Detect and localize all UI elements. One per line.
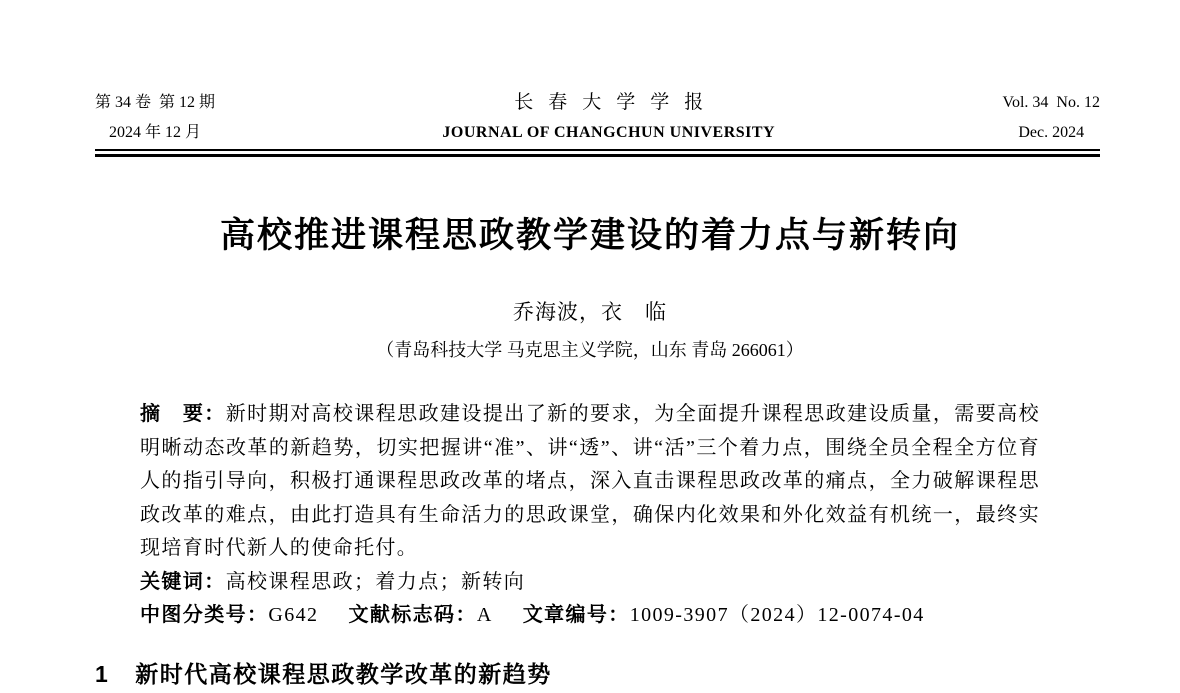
article-authors: 乔海波，衣 临: [513, 300, 667, 324]
journal-running-head: [95, 88, 1100, 148]
clc-label: 中图分类号：: [140, 604, 269, 626]
abstract-section: [140, 398, 1040, 633]
keywords-text: 高校课程思政；着力点；新转向: [225, 570, 526, 593]
article-id-value: 1009-3907（2024）12-0074-04: [629, 604, 925, 626]
publication-date-cn: 2024 年 12 月: [109, 124, 202, 141]
header-journal-title: [442, 88, 775, 148]
journal-title-cn: 长春大学学报: [514, 92, 719, 113]
article-affiliation: （青岛科技大学 马克思主义学院，山东 青岛 266061）: [376, 340, 804, 360]
keywords-line: [140, 566, 1040, 600]
article-title: 高校推进课程思政教学建设的着力点与新转向: [219, 216, 960, 255]
article-id-label: 文章编号：: [522, 604, 630, 626]
journal-title-en: JOURNAL OF CHANGCHUN UNIVERSITY: [442, 124, 776, 141]
abstract-label: 摘 要：: [140, 403, 226, 425]
doc-code-label: 文献标志码：: [348, 604, 477, 626]
section-1-heading: [95, 658, 552, 690]
header-vol-info: [1002, 88, 1100, 148]
header-issue-info: [95, 88, 215, 148]
volume-issue-cn: 第 34 卷 第 12 期: [95, 94, 216, 111]
section-1-title: 新时代高校课程思政教学改革的新趋势: [135, 661, 552, 687]
abstract-paragraph: [140, 398, 1040, 566]
classification-line: [140, 599, 1040, 633]
volume-issue-en: Vol. 34 No. 12: [1002, 94, 1100, 111]
section-1-number: 1: [95, 661, 110, 687]
keywords-label: 关键词：: [140, 570, 226, 593]
doc-code-value: A: [476, 604, 493, 626]
publication-date-en: Dec. 2024: [1018, 124, 1085, 141]
clc-value: G642: [268, 604, 319, 626]
abstract-text: 新时期对高校课程思政建设提出了新的要求，为全面提升课程思政建设质量，需要高校明晰动态改革的新趋势，切实把握讲“准”、讲“透”、讲“活”三个着力点，围绕全员全程全方位育人的指引导向，积极打通课程思政改革的堵点，深入直击课程思政改革的痛点，全力破解课程思政改革的难点，由此打造具有生命活力的思政课堂，确保内化效果和外化效益有机统一，最终实现培育时代新人的使命托付。: [140, 403, 1040, 559]
header-divider-rule: [95, 149, 1100, 157]
